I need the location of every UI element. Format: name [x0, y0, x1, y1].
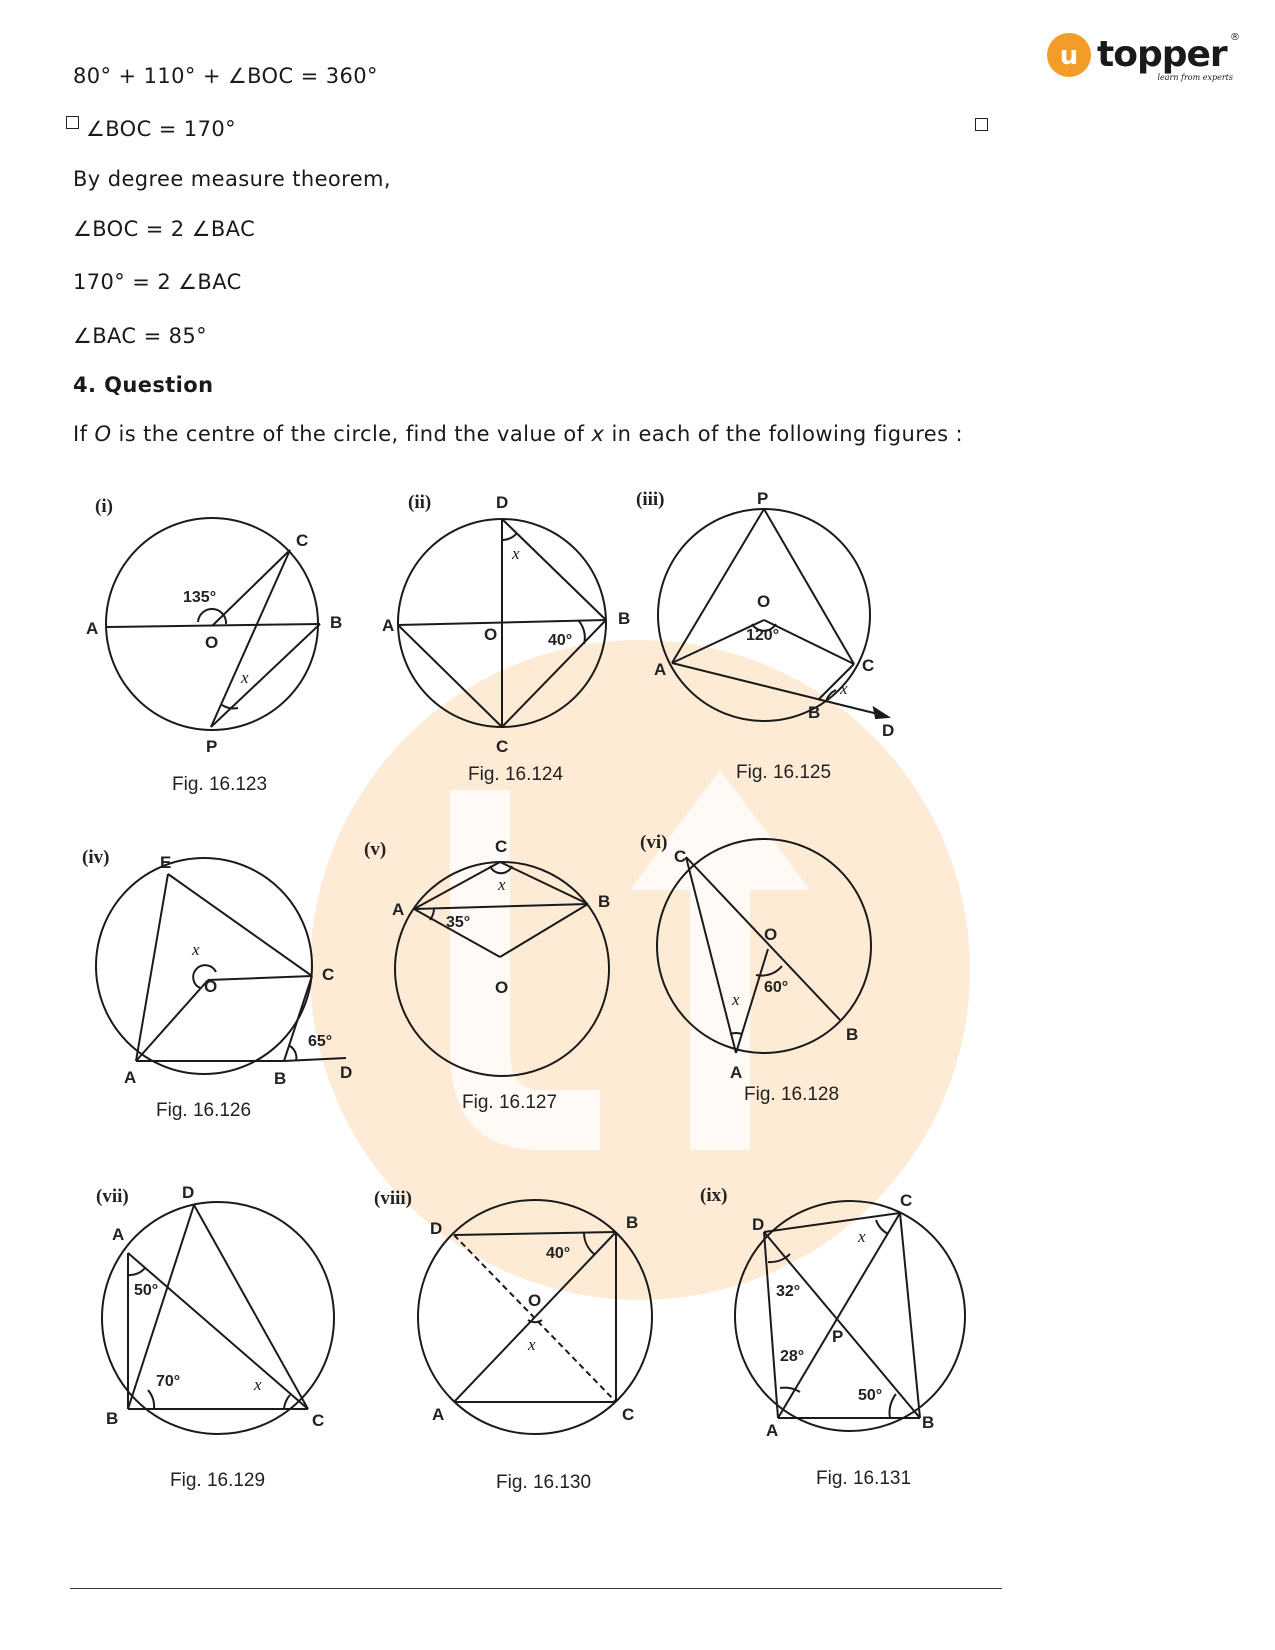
- figure-7-label-b: B: [106, 1409, 119, 1428]
- figure-9-caption: Fig. 16.131: [816, 1468, 912, 1489]
- figure-7-label-c: C: [312, 1411, 325, 1430]
- figure-8-label-c: C: [622, 1405, 635, 1424]
- figure-5-label-o: O: [495, 978, 509, 997]
- figure-6-angle-1: 60°: [764, 979, 789, 996]
- figure-9-roman: (ix): [700, 1185, 728, 1206]
- figure-2-label-o: O: [484, 625, 498, 644]
- figure-9-angle-3: 50°: [858, 1387, 883, 1404]
- figure-4-angle-1: 65°: [308, 1033, 333, 1050]
- figure-1-angle-1: 135°: [183, 589, 217, 606]
- figure-5-label-b: B: [598, 892, 611, 911]
- solution-line-6: ∠BAC = 85°: [73, 324, 208, 348]
- figure-8-caption: Fig. 16.130: [496, 1472, 592, 1493]
- figure-9-label-c: C: [900, 1191, 913, 1210]
- figure-6-caption: Fig. 16.128: [744, 1084, 840, 1105]
- logo-letter: u: [1059, 41, 1079, 71]
- figure-7-var-x: x: [254, 1375, 262, 1394]
- logo-text: topper: [1097, 34, 1227, 75]
- figure-7-label-a: A: [112, 1225, 125, 1244]
- figure-9-label-p: P: [832, 1327, 844, 1346]
- figure-4-label-b: B: [274, 1069, 287, 1088]
- figure-9-angle-2: 28°: [780, 1348, 805, 1365]
- figure-4-var-x: x: [192, 940, 200, 959]
- figure-6-label-o: O: [764, 925, 778, 944]
- solution-line-1: 80° + 110° + ∠BOC = 360°: [73, 64, 378, 88]
- checkbox-marker-right: [975, 118, 988, 131]
- figure-4-caption: Fig. 16.126: [156, 1100, 252, 1121]
- figure-1-var-x: x: [241, 668, 249, 687]
- figure-5-label-c: C: [495, 837, 508, 856]
- question-text-start: If: [73, 422, 95, 446]
- figure-8-label-o: O: [528, 1291, 542, 1310]
- figure-7-caption: Fig. 16.129: [170, 1470, 266, 1491]
- figure-2-label-b: B: [618, 609, 631, 628]
- figure-3: [636, 489, 894, 783]
- figure-1-label-p: P: [206, 737, 218, 756]
- figure-8-label-d: D: [430, 1219, 443, 1238]
- solution-line-5: 170° = 2 ∠BAC: [73, 270, 242, 294]
- question-text: [73, 422, 963, 446]
- figure-3-var-x: x: [840, 679, 848, 698]
- figure-7-label-d: D: [182, 1183, 195, 1202]
- figure-8-angle-1: 40°: [546, 1245, 571, 1262]
- logo-registered: ®: [1230, 32, 1240, 43]
- figure-9-label-b: B: [922, 1413, 935, 1432]
- figure-7: [96, 1183, 334, 1491]
- figures-panel: [0, 480, 1275, 1520]
- figure-1-caption: Fig. 16.123: [172, 774, 268, 795]
- figure-2-var-x: x: [512, 544, 520, 563]
- question-heading: 4. Question: [73, 373, 214, 397]
- solution-line-2: ∠BOC = 170°: [86, 117, 236, 141]
- checkbox-marker-left: [66, 116, 79, 129]
- figure-7-angle-1: 50°: [134, 1282, 159, 1299]
- logo-tagline: learn from experts: [1157, 73, 1233, 82]
- figure-3-roman: (iii): [636, 489, 665, 510]
- figure-5-label-a: A: [392, 900, 405, 919]
- figure-4-label-e: E: [160, 853, 172, 872]
- figure-2: [382, 492, 630, 785]
- figure-3-label-o: O: [757, 592, 771, 611]
- figure-1-label-b: B: [330, 613, 343, 632]
- figure-8: [374, 1188, 652, 1493]
- question-x-variable: x: [591, 422, 605, 446]
- figure-8-roman: (viii): [374, 1188, 412, 1209]
- figure-3-label-b: B: [808, 703, 821, 722]
- question-o-variable: O: [94, 422, 112, 446]
- solution-line-4: ∠BOC = 2 ∠BAC: [73, 217, 256, 241]
- figure-6: [640, 832, 871, 1105]
- figure-7-angle-2: 70°: [156, 1373, 181, 1390]
- figure-6-roman: (vi): [640, 832, 668, 853]
- figure-6-label-c: C: [674, 847, 687, 866]
- figure-2-angle-1: 40°: [548, 632, 573, 649]
- figure-2-label-c: C: [496, 737, 509, 756]
- figure-8-label-a: A: [432, 1405, 445, 1424]
- footer-divider: [70, 1588, 1002, 1589]
- figure-5-var-x: x: [498, 875, 506, 894]
- figure-1-label-a: A: [86, 619, 99, 638]
- figure-3-label-d: D: [882, 721, 895, 740]
- solution-line-3: By degree measure theorem,: [73, 167, 391, 191]
- figure-1-label-c: C: [296, 531, 309, 550]
- topper-logo: [1045, 28, 1245, 88]
- figure-8-label-b: B: [626, 1213, 639, 1232]
- figure-5-caption: Fig. 16.127: [462, 1092, 558, 1113]
- figure-6-var-x: x: [732, 990, 740, 1009]
- figure-1: [86, 496, 342, 795]
- figure-4-label-c: C: [322, 965, 335, 984]
- figure-1-label-o: O: [205, 633, 219, 652]
- figure-6-label-b: B: [846, 1025, 859, 1044]
- figure-9-angle-1: 32°: [776, 1283, 801, 1300]
- figure-5-roman: (v): [364, 839, 387, 860]
- figure-2-label-a: A: [382, 616, 395, 635]
- figure-3-caption: Fig. 16.125: [736, 762, 832, 783]
- figure-5-angle-1: 35°: [446, 914, 471, 931]
- figure-3-label-a: A: [654, 660, 667, 679]
- figure-2-label-d: D: [496, 493, 509, 512]
- figure-6-label-a: A: [730, 1063, 743, 1082]
- figure-5: [364, 837, 610, 1113]
- figure-2-caption: Fig. 16.124: [468, 764, 564, 785]
- figure-3-angle-1: 120°: [746, 627, 780, 644]
- figure-9-label-a: A: [766, 1421, 779, 1440]
- figure-7-roman: (vii): [96, 1186, 129, 1207]
- question-text-middle: is the centre of the circle, find the value of: [111, 422, 592, 446]
- figure-4-label-d: D: [340, 1063, 353, 1082]
- figure-3-label-p: P: [757, 489, 769, 508]
- figure-2-roman: (ii): [408, 492, 432, 513]
- figure-3-label-c: C: [862, 656, 875, 675]
- figure-9: [700, 1185, 965, 1489]
- question-text-end: in each of the following figures :: [604, 422, 963, 446]
- figure-4-roman: (iv): [82, 847, 110, 868]
- figure-4: [82, 847, 352, 1121]
- figure-8-var-x: x: [528, 1335, 536, 1354]
- figure-1-roman: (i): [95, 496, 113, 517]
- figure-4-label-o: O: [204, 977, 218, 996]
- figure-9-var-x: x: [858, 1227, 866, 1246]
- figure-9-label-d: D: [752, 1215, 765, 1234]
- figure-4-label-a: A: [124, 1068, 137, 1087]
